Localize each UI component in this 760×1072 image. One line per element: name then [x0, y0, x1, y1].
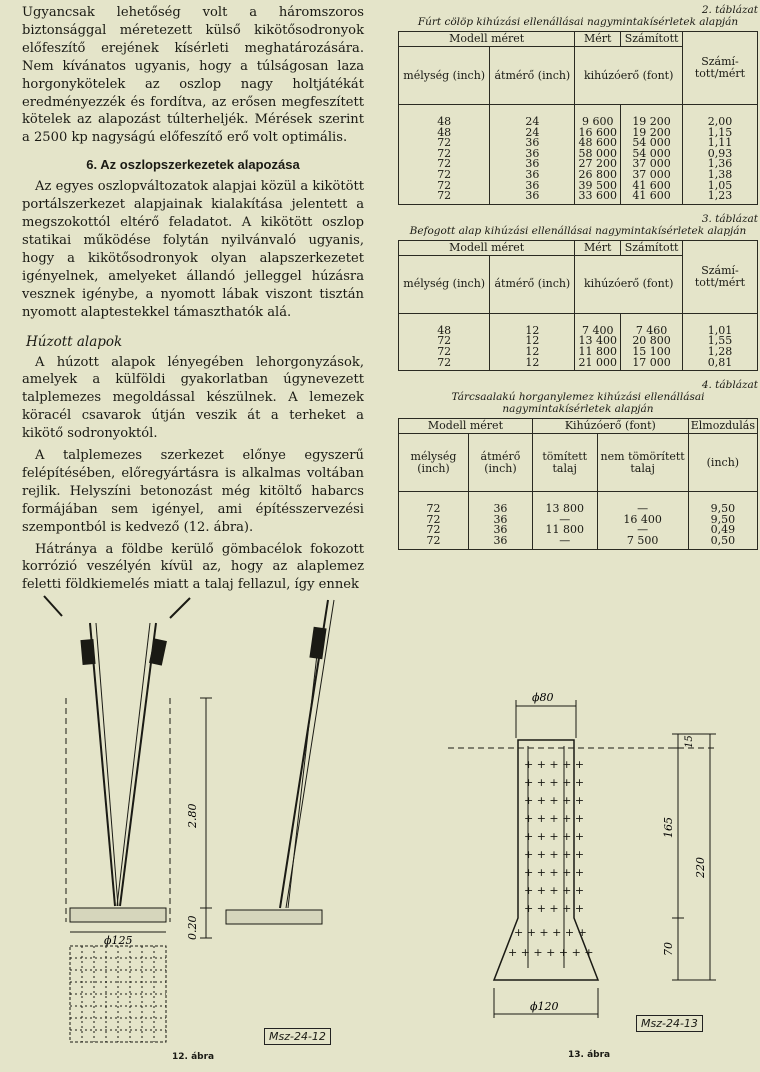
table3-cell: 12 [490, 313, 575, 336]
fig12-dim-280: 2.80 [186, 803, 199, 828]
fig13-dim-220: 220 [694, 857, 707, 878]
table3-header-model: Modell méret [399, 240, 575, 255]
table2-cell: 58 000 [575, 149, 621, 160]
table3-header-szamitott: Számított [621, 240, 683, 255]
table4-header-uncompacted: nem tömörített talaj [597, 434, 688, 492]
table4-row [399, 525, 758, 536]
table2-cell: 37 000 [621, 159, 683, 170]
table4-cell: 72 [399, 492, 469, 515]
fig12-dim-020: 0.20 [186, 915, 199, 940]
table2-row [399, 159, 758, 170]
table2-number: 2. táblázat [701, 4, 758, 16]
table2-cell: 36 [490, 159, 575, 170]
table2-row [399, 105, 758, 128]
table2-cell: 26 800 [575, 170, 621, 181]
fig12-dim-d125: ϕ125 [104, 934, 133, 947]
svg-text:+ + + + +: + + + + + [524, 776, 585, 789]
table4-cell: — [532, 515, 597, 526]
table2-header-force: kihúzóerő (font) [575, 47, 683, 105]
table4-number: 4. táblázat [701, 379, 758, 392]
fig13-dim-15: 15 [684, 735, 695, 748]
table4-cell: 9,50 [688, 515, 757, 526]
table4-cell: — [597, 492, 688, 515]
table3 [398, 240, 758, 371]
paragraph-4: A talplemezes szerkezet előnye egyszerű felépítésében, előregyártásra is alkalmas voltában rejlik. Helyszíni betonozást még kitöltő habarcs formájában sem igényel, ami építésszervezési szempontból is kedvező (12. ábra). [22, 448, 364, 535]
table2-row [399, 170, 758, 181]
table2-row [399, 128, 758, 139]
table4-title: Tárcsaalakú horganylemez kihúzási ellenállásai nagymintakísérletek alapján [451, 391, 705, 416]
table2-header-szamitott: Számított [621, 32, 683, 47]
table2-cell: 36 [490, 149, 575, 160]
table4 [398, 418, 758, 549]
table3-cell: 12 [490, 347, 575, 358]
paragraph-2: Az egyes oszlopváltozatok alapjai közül a kikötött portálszerkezet alapjainak kialakítása jelentett a megszokottól eltérő feladatot. A kikötött oszlop statikai működése folytán nyilvánvaló ugyanis, hogy a kikötősodronyok olyan alapszerkezetet igényelnek, amelyeket állandó jelleggel húzásra vesznek igénybe, a nyomott lábak viszont tisztán nyomott alaptestekkel támaszthatók alá. [22, 179, 364, 320]
table2-cell: 36 [490, 181, 575, 192]
section-heading: 6. Az oszlopszerkezetek alapozása [86, 157, 300, 173]
table2-cell: 72 [399, 138, 490, 149]
table2-cell: 1,36 [683, 159, 758, 170]
table2-row [399, 191, 758, 204]
table4-cell: 36 [468, 536, 532, 549]
table3-row [399, 336, 758, 347]
table2-cell: 1,15 [683, 128, 758, 139]
table4-cell: 9,50 [688, 492, 757, 515]
table3-cell: 21 000 [575, 358, 621, 371]
table2-cell: 72 [399, 191, 490, 204]
table2-row [399, 138, 758, 149]
svg-text:+ + + + +: + + + + + [524, 902, 585, 915]
table3-cell: 17 000 [621, 358, 683, 371]
svg-text:+ + + + +: + + + + + [524, 884, 585, 897]
table2-cell: 1,38 [683, 170, 758, 181]
table2-title: Fúrt cölöp kihúzási ellenállásai nagymintakísérletek alapján [417, 16, 739, 28]
table3-cell: 1,01 [683, 313, 758, 336]
paragraph-3: A húzott alapok lényegében lehorgonyzások, amelyek a külföldi gyakorlatban úgynevezett talplemezes megoldással készülnek. A lemezek köracél csavarok útján veszik át a terheket a kikötő sodronyoktól. [22, 354, 364, 442]
table4-cell: 16 400 [597, 515, 688, 526]
table3-header-depth: mélység (inch) [399, 255, 490, 313]
table4-header-force: Kihúzóerő (font) [532, 419, 688, 434]
table3-header-diameter: átmérő (inch) [490, 255, 575, 313]
table3-cell: 12 [490, 358, 575, 371]
table3-row [399, 313, 758, 336]
table3-cell: 72 [399, 358, 490, 371]
subheading: Húzott alapok [26, 333, 123, 350]
table2-cell: 24 [490, 128, 575, 139]
paragraph-5: Hátránya a földbe kerülő gömbacélok fokozott korrózió veszélyén kívül az, hogy az alaplemez feletti földkiemelés miatt a talaj fellazul, így ennek [22, 541, 364, 593]
table2-row [399, 181, 758, 192]
table2-cell: 33 600 [575, 191, 621, 204]
svg-text:+ + + + + +: + + + + + + [514, 926, 587, 939]
table4-header-diameter: átmérő (inch) [468, 434, 532, 492]
table2-header-ratio: Számí-tott/mért [683, 32, 758, 105]
table3-row [399, 347, 758, 358]
svg-text:+ + + + +: + + + + + [524, 866, 585, 879]
table4-cell: — [532, 536, 597, 549]
table2-cell: 72 [399, 159, 490, 170]
svg-text:+ + + + +: + + + + + [524, 794, 585, 807]
fig13-code: Msz-24-13 [636, 1015, 703, 1032]
table2-cell: 1,05 [683, 181, 758, 192]
table2-cell: 1,11 [683, 138, 758, 149]
table2-cell: 72 [399, 181, 490, 192]
table2-cell: 36 [490, 138, 575, 149]
svg-text:+ + + + +: + + + + + [524, 758, 585, 771]
svg-text:+ + + + + + +: + + + + + + + [508, 946, 594, 959]
paragraph-1: Ugyancsak lehetőség volt a háromszoros biztonsággal méretezett külső kikötősodronyok előfeszítő erejének kísérleti meghatározására. Nem kívánatos ugyanis, hogy a túlságosan laza horgonykötelek az oszlop nagy holtjátékát eredményezzék és fordítva, az erősen megfeszített kötelek az alapozást túlterheljék. Mérések szerint a 2500 kp nagyságú előfeszítő erő volt optimális. [22, 5, 364, 146]
table2-cell: 27 200 [575, 159, 621, 170]
fig13-dim-d120: ϕ120 [530, 1000, 559, 1013]
table4-header-model: Modell méret [399, 419, 533, 434]
table2-row [399, 149, 758, 160]
table3-cell: 72 [399, 336, 490, 347]
table2-cell: 9 600 [575, 105, 621, 128]
svg-text:+ + + + +: + + + + + [524, 830, 585, 843]
table2-cell: 19 200 [621, 128, 683, 139]
table4-cell: 72 [399, 525, 469, 536]
svg-text:+ + + + +: + + + + + [524, 812, 585, 825]
fig12-caption: 12. ábra [172, 1052, 215, 1062]
table3-cell: 72 [399, 347, 490, 358]
table2-header-mert: Mért [575, 32, 621, 47]
table2-cell: 37 000 [621, 170, 683, 181]
table2-cell: 1,23 [683, 191, 758, 204]
table2-cell: 19 200 [621, 105, 683, 128]
table3-cell: 13 400 [575, 336, 621, 347]
table4-header-unit: (inch) [688, 434, 757, 492]
fig13-dim-70: 70 [662, 942, 675, 956]
table4-header-displacement: Elmozdulás [688, 419, 757, 434]
table4-cell: 7 500 [597, 536, 688, 549]
table4-cell: 13 800 [532, 492, 597, 515]
table2-header-model: Modell méret [399, 32, 575, 47]
table4-header-depth: mélység (inch) [399, 434, 469, 492]
table3-cell: 1,28 [683, 347, 758, 358]
table2 [398, 31, 758, 205]
svg-text:+ + + + +: + + + + + [524, 848, 585, 861]
fig13-dim-d80: ϕ80 [532, 691, 554, 704]
table3-cell: 7 460 [621, 313, 683, 336]
table3-cell: 0,81 [683, 358, 758, 371]
fig13-caption: 13. ábra [568, 1050, 611, 1060]
table2-cell: 36 [490, 170, 575, 181]
table2-header-depth: mélység (inch) [399, 47, 490, 105]
table2-cell: 16 600 [575, 128, 621, 139]
table2-cell: 39 500 [575, 181, 621, 192]
table4-cell: 36 [468, 525, 532, 536]
table2-cell: 48 [399, 105, 490, 128]
table4-header-compacted: tömített talaj [532, 434, 597, 492]
right-column [398, 4, 758, 550]
table2-cell: 54 000 [621, 149, 683, 160]
table2-cell: 41 600 [621, 191, 683, 204]
table2-cell: 72 [399, 170, 490, 181]
table3-header-force: kihúzóerő (font) [575, 255, 683, 313]
table3-cell: 7 400 [575, 313, 621, 336]
fig13-dim-165: 165 [662, 817, 675, 838]
table4-cell: 72 [399, 536, 469, 549]
figure-12-drawing [30, 588, 380, 1058]
table2-cell: 72 [399, 149, 490, 160]
table2-cell: 48 [399, 128, 490, 139]
table2-cell: 54 000 [621, 138, 683, 149]
table3-cell: 15 100 [621, 347, 683, 358]
table3-header-ratio: Számí-tott/mért [683, 240, 758, 313]
table4-cell: — [597, 525, 688, 536]
table2-cell: 36 [490, 191, 575, 204]
table3-cell: 48 [399, 313, 490, 336]
table4-cell: 36 [468, 492, 532, 515]
table2-cell: 48 600 [575, 138, 621, 149]
table3-cell: 11 800 [575, 347, 621, 358]
table4-cell: 36 [468, 515, 532, 526]
table4-cell: 0,49 [688, 525, 757, 536]
table3-cell: 1,55 [683, 336, 758, 347]
table3-row [399, 358, 758, 371]
table3-title: Befogott alap kihúzási ellenállásai nagymintakísérletek alapján [409, 224, 747, 237]
table4-row [399, 536, 758, 549]
table2-cell: 0,93 [683, 149, 758, 160]
table4-row [399, 492, 758, 515]
table3-number: 3. táblázat [701, 212, 758, 225]
table4-cell: 11 800 [532, 525, 597, 536]
table2-cell: 41 600 [621, 181, 683, 192]
figure-13-drawing [448, 688, 748, 1038]
table3-header-mert: Mért [575, 240, 621, 255]
table4-cell: 0,50 [688, 536, 757, 549]
table3-cell: 12 [490, 336, 575, 347]
table2-header-diameter: átmérő (inch) [490, 47, 575, 105]
table4-cell: 72 [399, 515, 469, 526]
table2-cell: 2,00 [683, 105, 758, 128]
left-column [22, 4, 364, 594]
table2-cell: 24 [490, 105, 575, 128]
table3-cell: 20 800 [621, 336, 683, 347]
fig12-code: Msz-24-12 [264, 1028, 331, 1045]
